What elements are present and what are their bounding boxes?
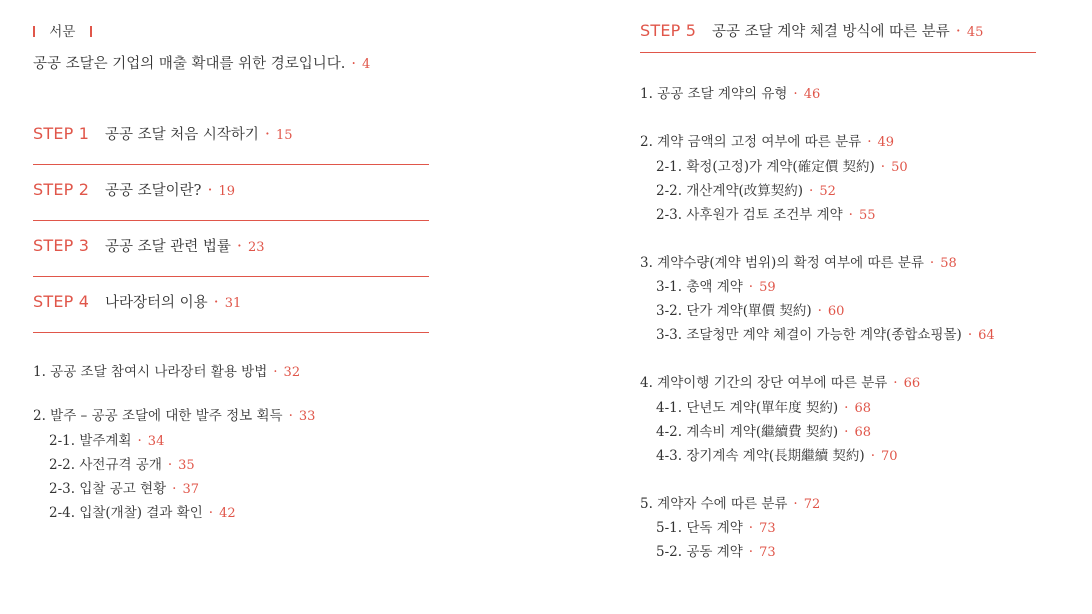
toc-subentry[interactable] bbox=[656, 275, 776, 295]
page-number: 34 bbox=[147, 434, 165, 449]
page-number: 64 bbox=[978, 328, 995, 343]
separator-dot: · bbox=[929, 255, 935, 271]
toc-entry[interactable] bbox=[640, 130, 894, 150]
separator-dot: · bbox=[748, 279, 754, 295]
separator-dot: · bbox=[809, 183, 814, 199]
toc-entry[interactable] bbox=[640, 371, 920, 391]
toc-step-2[interactable] bbox=[33, 168, 429, 221]
page-number: 59 bbox=[759, 280, 776, 295]
separator-dot: · bbox=[351, 56, 357, 72]
step-label: STEP 2 bbox=[33, 180, 90, 199]
step-label: STEP 4 bbox=[33, 292, 90, 311]
toc-subentry[interactable] bbox=[49, 477, 199, 497]
page-number: 31 bbox=[224, 296, 242, 311]
toc-subentry[interactable] bbox=[656, 155, 908, 175]
toc-entry[interactable] bbox=[640, 492, 820, 512]
page-number: 72 bbox=[803, 497, 821, 512]
step-title: 공공 조달이란? bbox=[105, 183, 202, 199]
separator-dot: · bbox=[264, 124, 270, 143]
page-number: 35 bbox=[178, 458, 195, 473]
page-number: 33 bbox=[298, 409, 316, 424]
entry-title: 1. 공공 조달 계약의 유형 bbox=[640, 86, 788, 102]
separator-dot: · bbox=[793, 86, 798, 102]
separator-dot: · bbox=[880, 159, 886, 175]
page-number: 58 bbox=[940, 256, 957, 271]
step-title: 공공 조달 관련 법률 bbox=[105, 239, 231, 255]
entry-title: 1. 공공 조달 참여시 나라장터 활용 방법 bbox=[33, 364, 268, 380]
entry-title: 2-3. 사후원가 검토 조건부 계약 bbox=[656, 207, 843, 223]
entry-title: 4-1. 단년도 계약(單年度 契約) bbox=[656, 400, 839, 416]
page-number: 23 bbox=[247, 240, 265, 255]
preface-bar-right bbox=[90, 26, 92, 37]
entry-title: 2-4. 입찰(개찰) 결과 확인 bbox=[49, 505, 203, 521]
separator-dot: · bbox=[844, 424, 849, 440]
page-number: 60 bbox=[827, 304, 845, 319]
separator-dot: · bbox=[207, 180, 213, 199]
toc-entry[interactable] bbox=[640, 82, 820, 102]
entry-title: 3-2. 단가 계약(單價 契約) bbox=[656, 303, 812, 319]
entry-title: 2-2. 개산계약(改算契約) bbox=[656, 183, 804, 199]
page-number: 50 bbox=[891, 160, 908, 175]
separator-dot: · bbox=[967, 327, 973, 343]
entry-title: 2. 발주 – 공공 조달에 대한 발주 정보 획득 bbox=[33, 408, 283, 424]
step-title: 나라장터의 이용 bbox=[105, 295, 208, 311]
toc-step-4[interactable] bbox=[33, 280, 429, 333]
toc-subentry[interactable] bbox=[656, 420, 871, 440]
page-number: 70 bbox=[880, 449, 898, 464]
separator-dot: · bbox=[848, 207, 853, 223]
entry-title: 3-3. 조달청만 계약 체결이 가능한 계약(종합쇼핑몰) bbox=[656, 327, 962, 343]
toc-step-5[interactable] bbox=[640, 0, 1036, 53]
separator-dot: · bbox=[748, 544, 754, 560]
separator-dot: · bbox=[236, 236, 242, 255]
page-number: 42 bbox=[219, 506, 236, 521]
preface-label: 서문 bbox=[49, 24, 76, 40]
entry-title: 4. 계약이행 기간의 장단 여부에 따른 분류 bbox=[640, 375, 888, 391]
toc-subentry[interactable] bbox=[656, 179, 836, 199]
entry-title: 2-3. 입찰 공고 현황 bbox=[49, 481, 167, 497]
step-title: 공공 조달 계약 체결 방식에 따른 분류 bbox=[712, 24, 950, 40]
step-title: 공공 조달 처음 시작하기 bbox=[105, 127, 259, 143]
entry-title: 2-2. 사전규격 공개 bbox=[49, 457, 162, 473]
entry-title: 4-2. 계속비 계약(繼續費 契約) bbox=[656, 424, 839, 440]
toc-subentry[interactable] bbox=[49, 453, 195, 473]
separator-dot: · bbox=[870, 448, 875, 464]
toc-subentry[interactable] bbox=[656, 396, 871, 416]
page-number: 68 bbox=[854, 425, 871, 440]
separator-dot: · bbox=[867, 134, 872, 150]
toc-entry[interactable] bbox=[640, 251, 957, 271]
toc-entry-preface[interactable] bbox=[33, 52, 370, 73]
entry-title: 2. 계약 금액의 고정 여부에 따른 분류 bbox=[640, 134, 862, 150]
preface-heading bbox=[33, 20, 92, 40]
page-number: 37 bbox=[182, 482, 199, 497]
entry-title: 3. 계약수량(계약 범위)의 확정 여부에 따른 분류 bbox=[640, 255, 924, 271]
entry-title: 5-1. 단독 계약 bbox=[656, 520, 743, 536]
separator-dot: · bbox=[213, 292, 219, 311]
toc-subentry[interactable] bbox=[656, 540, 776, 560]
step-label: STEP 1 bbox=[33, 124, 90, 143]
separator-dot: · bbox=[955, 21, 961, 40]
toc-entry[interactable] bbox=[33, 404, 315, 424]
toc-subentry[interactable] bbox=[656, 323, 995, 343]
page-number: 68 bbox=[854, 401, 871, 416]
page-number: 4 bbox=[362, 57, 371, 72]
step-label: STEP 5 bbox=[640, 21, 697, 40]
page-number: 32 bbox=[283, 365, 301, 380]
entry-title: 2-1. 발주계획 bbox=[49, 433, 132, 449]
entry-title: 2-1. 확정(고정)가 계약(確定價 契約) bbox=[656, 159, 875, 175]
page-number: 15 bbox=[276, 128, 293, 143]
separator-dot: · bbox=[167, 457, 173, 473]
toc-entry[interactable] bbox=[33, 360, 300, 380]
toc-subentry[interactable] bbox=[656, 299, 844, 319]
separator-dot: · bbox=[893, 375, 898, 391]
page-number: 19 bbox=[218, 184, 236, 199]
separator-dot: · bbox=[172, 481, 177, 497]
step-label: STEP 3 bbox=[33, 236, 90, 255]
page-number: 49 bbox=[877, 135, 895, 150]
separator-dot: · bbox=[288, 408, 293, 424]
toc-step-1[interactable] bbox=[33, 112, 429, 165]
entry-title: 3-1. 총액 계약 bbox=[656, 279, 743, 295]
toc-subentry[interactable] bbox=[656, 444, 898, 464]
toc-subentry[interactable] bbox=[656, 203, 876, 223]
page-number: 73 bbox=[759, 545, 776, 560]
toc-subentry[interactable] bbox=[656, 516, 776, 536]
toc-subentry[interactable] bbox=[49, 429, 164, 449]
page-number: 73 bbox=[759, 521, 776, 536]
page-number: 66 bbox=[903, 376, 921, 391]
entry-title: 5-2. 공동 계약 bbox=[656, 544, 743, 560]
separator-dot: · bbox=[273, 364, 278, 380]
page-number: 45 bbox=[966, 25, 984, 40]
toc-subentry[interactable] bbox=[49, 501, 236, 521]
entry-title: 4-3. 장기계속 계약(長期繼續 契約) bbox=[656, 448, 865, 464]
page-number: 46 bbox=[803, 87, 821, 102]
toc-step-3[interactable] bbox=[33, 224, 429, 277]
entry-title: 5. 계약자 수에 따른 분류 bbox=[640, 496, 788, 512]
preface-bar-left bbox=[33, 26, 35, 37]
separator-dot: · bbox=[817, 303, 822, 319]
separator-dot: · bbox=[137, 433, 142, 449]
entry-title: 공공 조달은 기업의 매출 확대를 위한 경로입니다. bbox=[33, 56, 346, 72]
page-number: 52 bbox=[819, 184, 836, 199]
separator-dot: · bbox=[793, 496, 798, 512]
separator-dot: · bbox=[844, 400, 849, 416]
separator-dot: · bbox=[748, 520, 754, 536]
separator-dot: · bbox=[208, 505, 214, 521]
page-number: 55 bbox=[858, 208, 876, 223]
